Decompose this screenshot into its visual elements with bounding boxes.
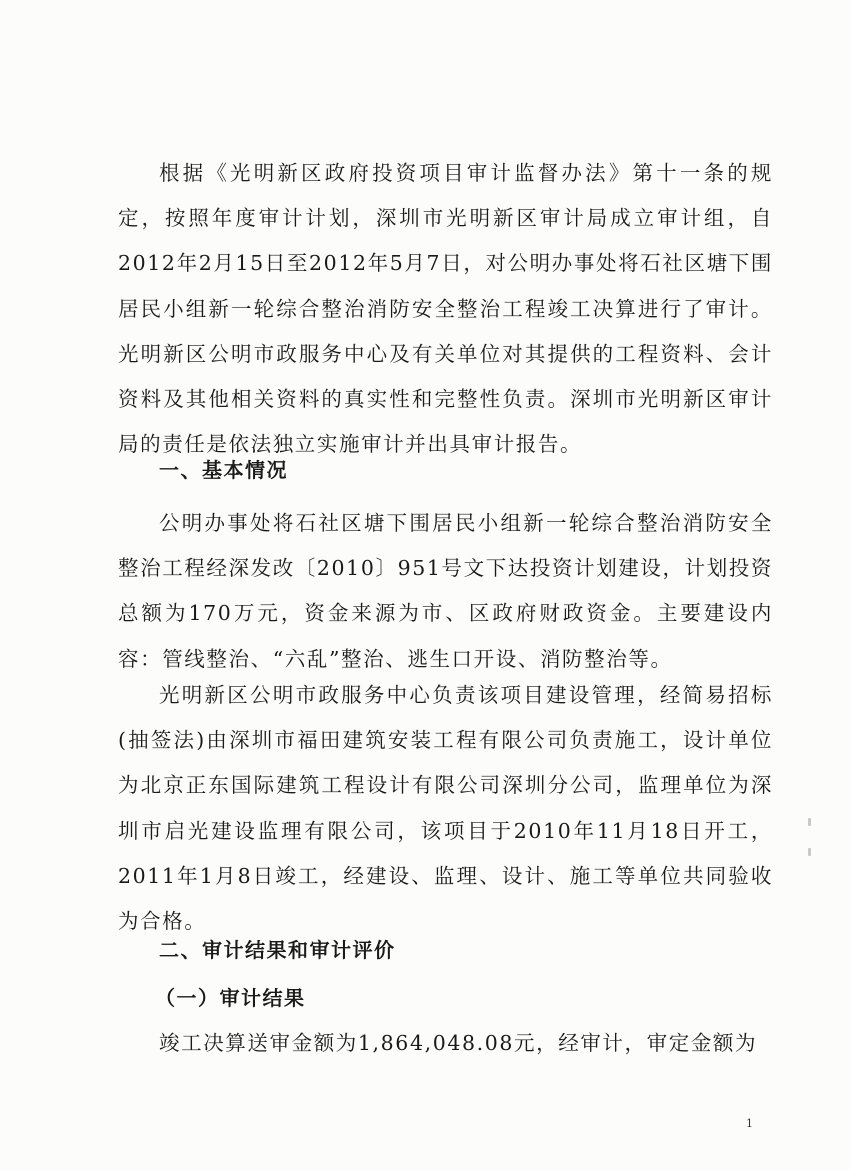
page-number: 1	[746, 1117, 753, 1130]
project-management-paragraph: 光明新区公明市政服务中心负责该项目建设管理，经简易招标(抽签法)由深圳市福田建筑安装工程有限公司负责施工，设计单位为北京正东国际建筑工程设计有限公司深圳分公司，监理单位为深圳市启光建设监理有限公司，该项目于2010年11月18日开工，2011年1月8日竣工，经建设、监理、设计、施工等单位共同验收为合格。	[118, 683, 773, 934]
intro-paragraph: 根据《光明新区政府投资项目审计监督办法》第十一条的规定，按照年度审计计划，深圳市光明新区审计局成立审计组，自2012年2月15日至2012年5月7日，对公明办事处将石社区塘下围居民小组新一轮综合整治消防安全整治工程竣工决算进行了审计。光明新区公明市政服务中心及有关单位对其提供的工程资料、会计资料及其他相关资料的真实性和完整性负责。深圳市光明新区审计局的责任是依法独立实施审计并出具审计报告。	[118, 161, 773, 457]
section-2-heading: 二、审计结果和审计评价	[159, 938, 396, 962]
subsection-heading: （一）审计结果	[155, 986, 306, 1010]
basic-info-paragraph: 公明办事处将石社区塘下围居民小组新一轮综合整治消防安全整治工程经深发改〔2010〕951号文下达投资计划建设，计划投资总额为170万元，资金来源为市、区政府财政资金。主要建设内容：管线整治、“六乱”整治、逃生口开设、消防整治等。	[118, 511, 773, 671]
section-1-heading: 一、基本情况	[159, 458, 288, 482]
audit-result-paragraph: 竣工决算送审金额为1,864,048.08元，经审计，审定金额为	[159, 1031, 758, 1055]
scan-mark	[808, 848, 811, 856]
scan-mark	[808, 818, 811, 826]
